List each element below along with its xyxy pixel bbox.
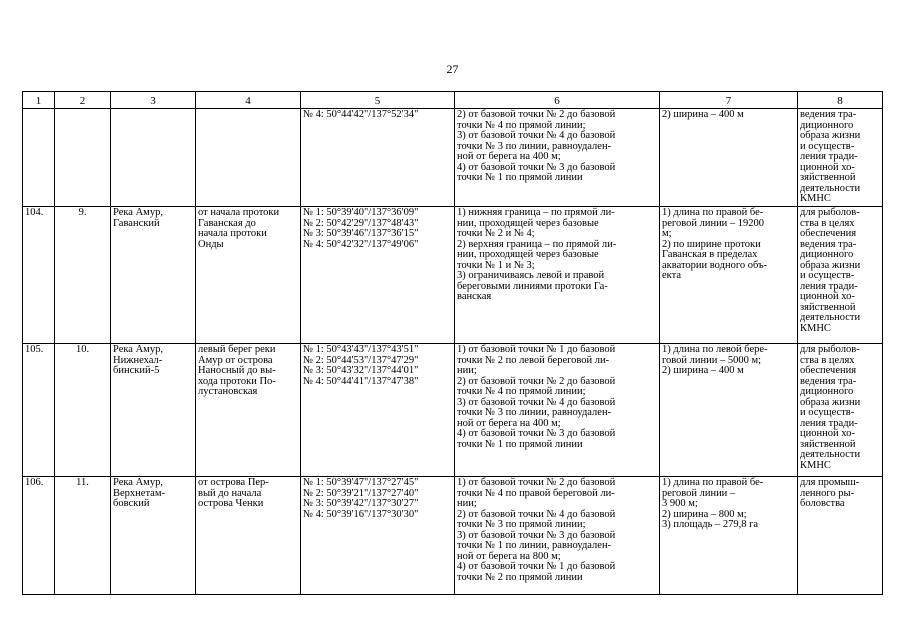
boundary-description-line: нии; bbox=[457, 365, 477, 376]
boundary-description-line: 1) от базовой точки № 2 до базовой bbox=[457, 477, 616, 488]
boundary-description-line: точки № 1 по прямой линии bbox=[457, 438, 583, 450]
header-col-8: 8 bbox=[798, 92, 883, 109]
area-size-line: 2) ширина – 800 м; bbox=[662, 508, 747, 520]
area-size-line: екта bbox=[662, 270, 682, 281]
area-purpose-line: ства в целях bbox=[800, 354, 855, 366]
row-number-cell bbox=[23, 344, 55, 477]
area-size-line: 3) площадь – 279,8 га bbox=[662, 519, 759, 530]
boundary-description-line: нии, проходящей через базовые bbox=[457, 217, 599, 229]
area-purpose-line: для рыболов- bbox=[800, 344, 860, 355]
base-points-cell bbox=[301, 109, 455, 207]
page-number: 27 bbox=[446, 62, 459, 76]
boundary-description-line: ной от берега на 400 м; bbox=[457, 151, 561, 162]
area-purpose-line: диционного bbox=[800, 386, 854, 397]
base-points-line: № 4: 50°39'16"/137°30'30" bbox=[303, 508, 419, 520]
area-purpose-line: ления тради- bbox=[800, 151, 858, 162]
boundary-description-line: точки № 4 по прямой линии; bbox=[457, 386, 586, 397]
area-purpose-cell bbox=[798, 344, 883, 477]
area-purpose-line: ства в целях bbox=[800, 217, 855, 229]
boundary-description-line: нии, проходящей через базовые bbox=[457, 249, 599, 260]
table-row bbox=[23, 477, 883, 595]
header-col-5: 5 bbox=[301, 92, 455, 109]
base-points-cell bbox=[301, 207, 455, 344]
row-subnumber-cell bbox=[55, 207, 111, 344]
area-size-line: Гаванская в пределах bbox=[662, 249, 758, 260]
row-subnumber-cell bbox=[55, 109, 111, 207]
area-purpose-line: и осуществ- bbox=[800, 270, 855, 281]
boundary-description-line: 1) от базовой точки № 1 до базовой bbox=[457, 344, 616, 355]
boundary-description-line: ной от берега на 800 м; bbox=[457, 550, 561, 562]
area-purpose-line: образа жизни bbox=[800, 396, 861, 408]
boundary-description-line: точки № 2 по левой береговой ли- bbox=[457, 354, 610, 366]
row-number: 106. bbox=[25, 477, 44, 488]
area-purpose-line: образа жизни bbox=[800, 259, 861, 271]
area-name-line: Верхнетам- bbox=[113, 487, 165, 499]
area-boundaries-line: Наносный до вы- bbox=[198, 365, 276, 376]
boundary-description-line: 2) от базовой точки № 2 до базовой bbox=[457, 109, 616, 120]
area-boundaries-line: острова Ченки bbox=[198, 498, 264, 509]
boundary-description-cell bbox=[455, 477, 660, 595]
boundary-description-line: 2) от базовой точки № 2 до базовой bbox=[457, 375, 616, 387]
area-boundaries-cell bbox=[196, 477, 301, 595]
area-size-line: 1) длина по правой бе- bbox=[662, 477, 764, 488]
row-subnumber: 9. bbox=[78, 207, 87, 218]
boundary-description-line: ной от берега на 400 м; bbox=[457, 417, 561, 429]
boundary-description-line: 3) от базовой точки № 3 до базовой bbox=[457, 529, 616, 541]
boundary-description-cell bbox=[455, 207, 660, 344]
area-size-line: 2) по ширине протоки bbox=[662, 238, 761, 250]
boundary-description-line: 4) от базовой точки № 3 до базовой bbox=[457, 428, 616, 439]
area-name-line: Река Амур, bbox=[113, 477, 163, 488]
boundary-description-cell bbox=[455, 109, 660, 207]
area-purpose-line: и осуществ- bbox=[800, 407, 855, 418]
area-purpose-line: для промыш- bbox=[800, 477, 860, 488]
header-col-2: 2 bbox=[55, 92, 111, 109]
area-purpose-line: ления тради- bbox=[800, 417, 858, 429]
base-points-line: № 4: 50°44'42"/137°52'34" bbox=[303, 109, 419, 120]
base-points-line: № 1: 50°43'43"/137°43'51" bbox=[303, 344, 419, 355]
boundary-description-line: 2) от базовой точки № 4 до базовой bbox=[457, 508, 616, 520]
row-subnumber: 11. bbox=[76, 477, 89, 488]
boundary-description-line: точки № 4 по прямой линии; bbox=[457, 119, 586, 131]
area-boundaries-line: лустановская bbox=[198, 386, 258, 397]
table-header-row bbox=[23, 92, 883, 109]
boundary-description-line: 3) ограничиваясь левой и правой bbox=[457, 270, 605, 281]
base-points-line: № 1: 50°39'47"/137°27'45" bbox=[303, 477, 419, 488]
base-points-line: № 3: 50°39'42"/137°30'27" bbox=[303, 498, 419, 509]
row-number-cell bbox=[23, 109, 55, 207]
area-boundaries-line: начала протоки bbox=[198, 228, 267, 239]
boundary-description-line: 4) от базовой точки № 3 до базовой bbox=[457, 161, 616, 173]
base-points-line: № 2: 50°44'53"/137°47'29" bbox=[303, 354, 419, 366]
row-number: 105. bbox=[25, 344, 44, 355]
area-size-line: 2) ширина – 400 м bbox=[662, 365, 744, 376]
area-size-line: 1) длина по левой бере- bbox=[662, 344, 768, 355]
area-purpose-line: ведения тра- bbox=[800, 238, 857, 250]
area-purpose-line: деятельности bbox=[800, 449, 861, 460]
row-number-cell bbox=[23, 477, 55, 595]
area-size-line: 3 900 м; bbox=[662, 498, 698, 509]
area-purpose-line: и осуществ- bbox=[800, 140, 855, 152]
area-name-cell bbox=[111, 207, 196, 344]
area-name-line: Река Амур, bbox=[113, 344, 163, 355]
area-size-line: реговой линии – bbox=[662, 487, 736, 499]
boundary-description-line: 1) нижняя граница – по прямой ли- bbox=[457, 207, 615, 218]
area-purpose-line: КМНС bbox=[800, 459, 831, 471]
boundary-description-line: точки № 2 и № 4; bbox=[457, 228, 535, 239]
area-purpose-line: диционного bbox=[800, 119, 854, 131]
area-size-cell bbox=[660, 109, 798, 207]
area-purpose-line: деятельности bbox=[800, 182, 861, 194]
area-boundaries-cell bbox=[196, 344, 301, 477]
area-purpose-line: ленного ры- bbox=[800, 487, 855, 499]
boundary-description-line: точки № 1 по линии, равноудален- bbox=[457, 540, 612, 551]
area-purpose-cell bbox=[798, 207, 883, 344]
area-purpose-line: обеспечения bbox=[800, 365, 857, 376]
area-purpose-cell bbox=[798, 109, 883, 207]
area-size-line: м; bbox=[662, 228, 672, 239]
area-name-cell bbox=[111, 477, 196, 595]
area-purpose-line: обеспечения bbox=[800, 228, 857, 239]
area-purpose-line: для рыболов- bbox=[800, 207, 860, 218]
row-subnumber: 10. bbox=[75, 344, 90, 355]
boundary-description-line: ванская bbox=[457, 291, 492, 302]
area-purpose-line: ционной хо- bbox=[800, 161, 855, 173]
area-purpose-cell bbox=[798, 477, 883, 595]
boundary-description-line: 3) от базовой точки № 4 до базовой bbox=[457, 396, 616, 408]
area-purpose-line: ления тради- bbox=[800, 280, 858, 292]
row-number-cell bbox=[23, 207, 55, 344]
area-name-cell bbox=[111, 109, 196, 207]
header-col-4: 4 bbox=[196, 92, 301, 109]
area-size-cell bbox=[660, 344, 798, 477]
header-col-3: 3 bbox=[111, 92, 196, 109]
row-subnumber-cell bbox=[55, 477, 111, 595]
base-points-cell bbox=[301, 344, 455, 477]
boundary-description-line: нии; bbox=[457, 498, 477, 509]
area-boundaries-line: хода протоки По- bbox=[198, 375, 276, 387]
table-row bbox=[23, 207, 883, 344]
area-boundaries-line: Онды bbox=[198, 238, 224, 250]
base-points-line: № 2: 50°42'29"/137°48'43" bbox=[303, 217, 419, 229]
area-size-line: реговой линии – 19200 bbox=[662, 217, 765, 229]
fishing-areas-table bbox=[22, 91, 883, 595]
area-boundaries-line: Амур от острова bbox=[198, 354, 273, 366]
boundary-description-line: точки № 1 по прямой линии bbox=[457, 172, 583, 183]
header-col-6: 6 bbox=[455, 92, 660, 109]
area-name-line: бинский-5 bbox=[113, 365, 160, 376]
area-purpose-line: образа жизни bbox=[800, 130, 861, 141]
area-size-cell bbox=[660, 207, 798, 344]
boundary-description-line: точки № 2 по прямой линии bbox=[457, 571, 583, 583]
base-points-line: № 1: 50°39'40"/137°36'09" bbox=[303, 207, 419, 218]
boundary-description-line: 4) от базовой точки № 1 до базовой bbox=[457, 561, 616, 572]
area-purpose-line: зяйственной bbox=[800, 172, 856, 183]
area-boundaries-line: от острова Пер- bbox=[198, 477, 269, 488]
area-boundaries-line: вый до начала bbox=[198, 487, 262, 499]
area-purpose-line: ционной хо- bbox=[800, 428, 855, 439]
area-purpose-line: зяйственной bbox=[800, 438, 856, 450]
area-purpose-line: ционной хо- bbox=[800, 291, 855, 302]
header-col-1: 1 bbox=[23, 92, 55, 109]
boundary-description-line: точки № 3 по прямой линии; bbox=[457, 519, 586, 530]
base-points-line: № 2: 50°39'21"/137°27'40" bbox=[303, 487, 419, 499]
area-name-line: бовский bbox=[113, 498, 150, 509]
base-points-line: № 3: 50°39'46"/137°36'15" bbox=[303, 228, 419, 239]
area-boundaries-cell bbox=[196, 109, 301, 207]
area-size-line: 1) длина по правой бе- bbox=[662, 207, 764, 218]
area-size-line: акватории водного объ- bbox=[662, 259, 768, 271]
area-purpose-line: диционного bbox=[800, 249, 854, 260]
boundary-description-line: точки № 3 по линии, равноудален- bbox=[457, 140, 612, 152]
area-purpose-line: зяйственной bbox=[800, 301, 856, 313]
boundary-description-line: береговыми линиями протоки Га- bbox=[457, 280, 608, 292]
area-boundaries-line: от начала протоки bbox=[198, 207, 280, 218]
boundary-description-cell bbox=[455, 344, 660, 477]
area-purpose-line: ведения тра- bbox=[800, 109, 857, 120]
area-boundaries-cell bbox=[196, 207, 301, 344]
boundary-description-line: 2) верхняя граница – по прямой ли- bbox=[457, 238, 617, 250]
row-number: 104. bbox=[25, 207, 44, 218]
boundary-description-line: точки № 3 по линии, равноудален- bbox=[457, 407, 612, 418]
area-purpose-line: боловства bbox=[800, 498, 845, 509]
area-boundaries-line: Гаванская до bbox=[198, 217, 256, 229]
base-points-line: № 3: 50°43'32"/137°44'01" bbox=[303, 365, 419, 376]
area-name-line: Река Амур, bbox=[113, 207, 163, 218]
area-purpose-line: деятельности bbox=[800, 312, 861, 323]
area-boundaries-line: левый берег реки bbox=[198, 344, 276, 355]
area-size-line: 2) ширина – 400 м bbox=[662, 109, 744, 120]
area-name-cell bbox=[111, 344, 196, 477]
area-name-line: Гаванский bbox=[113, 217, 160, 229]
boundary-description-line: 3) от базовой точки № 4 до базовой bbox=[457, 130, 616, 141]
boundary-description-line: точки № 4 по правой береговой ли- bbox=[457, 487, 615, 499]
table-row bbox=[23, 344, 883, 477]
area-purpose-line: КМНС bbox=[800, 322, 831, 334]
base-points-cell bbox=[301, 477, 455, 595]
row-subnumber-cell bbox=[55, 344, 111, 477]
base-points-line: № 4: 50°42'32"/137°49'06" bbox=[303, 238, 419, 250]
base-points-line: № 4: 50°44'41"/137°47'38" bbox=[303, 375, 419, 387]
header-col-7: 7 bbox=[660, 92, 798, 109]
boundary-description-line: точки № 1 и № 3; bbox=[457, 259, 535, 271]
area-name-line: Нижнехал- bbox=[113, 354, 163, 366]
area-size-line: говой линии – 5000 м; bbox=[662, 354, 762, 366]
area-purpose-line: КМНС bbox=[800, 193, 831, 204]
area-purpose-line: ведения тра- bbox=[800, 375, 857, 387]
table-row bbox=[23, 109, 883, 207]
area-size-cell bbox=[660, 477, 798, 595]
